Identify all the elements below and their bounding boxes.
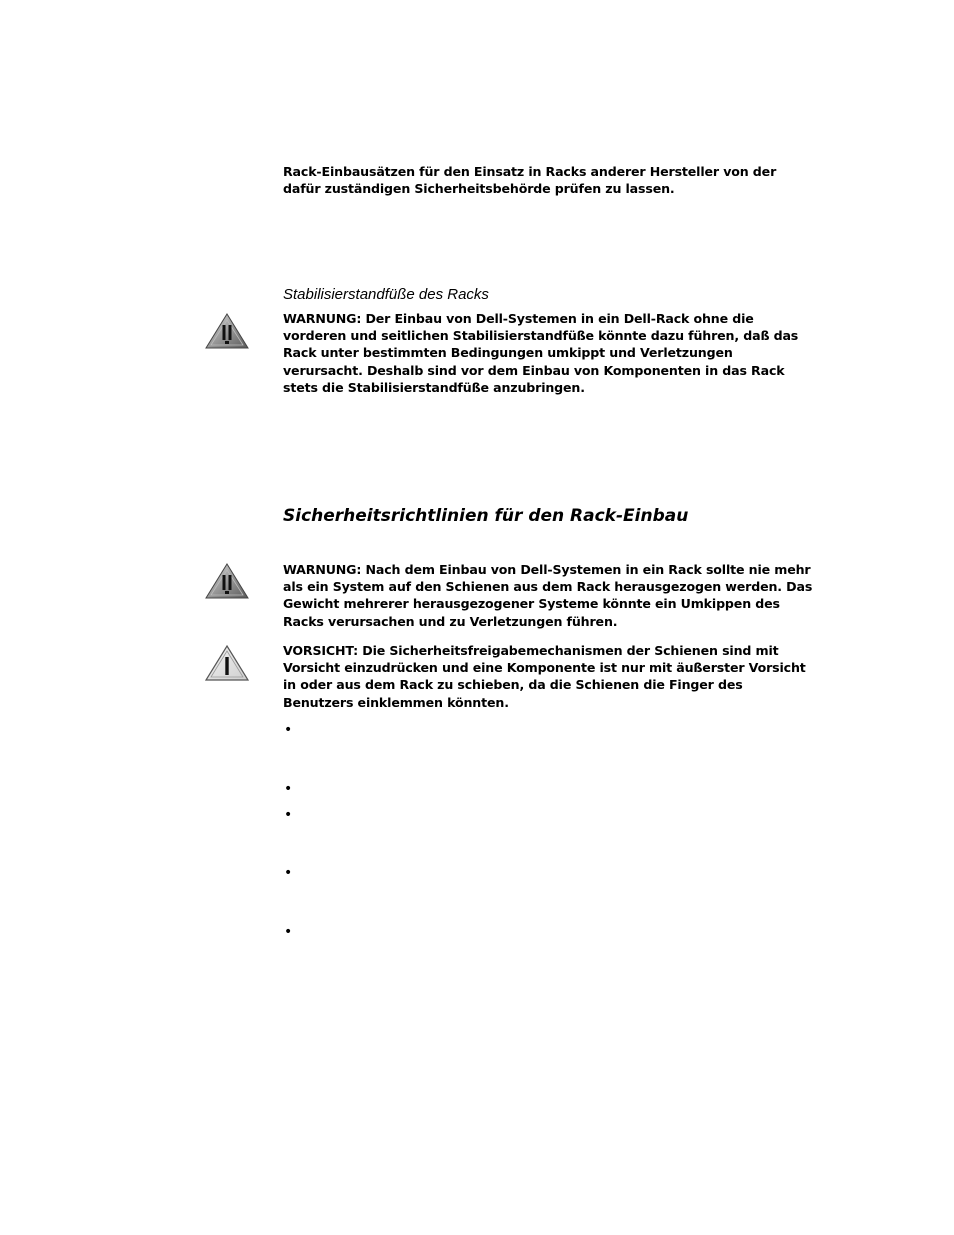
bullet-marker: • [284, 924, 293, 940]
bullet-marker: • [284, 865, 293, 881]
warning-triangle-icon [204, 312, 250, 350]
stabilizer-subheading: Stabilisierstandfüße des Racks [283, 286, 489, 303]
bullet-marker: • [284, 781, 293, 797]
warning-triangle-icon [204, 562, 250, 600]
bullet-marker: • [284, 807, 293, 823]
caution-text: VORSICHT: Die Sicherheitsfreigabemechanismen der Schienen sind mit Vorsicht einzudrücken und eine Komponente ist nur mit äußerster Vorsicht in oder aus dem Rack zu schieben, da die Schienen die Finger des Benutzers einklemmen könnten. [283, 643, 806, 710]
bullet-marker: • [284, 722, 293, 738]
rack-warning-text: WARNUNG: Nach dem Einbau von Dell-Systemen in ein Rack sollte nie mehr als ein System auf den Schienen aus dem Rack herausgezogen werden. Das Gewicht mehrerer herausgezogener Systeme könnte ein Umkippen des Racks verursachen und zu Verletzungen führen. [283, 562, 813, 629]
stabilizer-warning-text: WARNUNG: Der Einbau von Dell-Systemen in ein Dell-Rack ohne die vorderen und seitlichen Stabilisierstandfüße könnte dazu führen, daß das Rack unter bestimmten Bedingungen umkippt und Verletzungen verursacht. Deshalb sind vor dem Einbau von Komponenten in das Rack stets die Stabilisierstandfüße anzubringen. [283, 311, 799, 395]
caution-triangle-icon [204, 644, 250, 682]
intro-paragraph: Rack-Einbausätzen für den Einsatz in Racks anderer Hersteller von der dafür zuständigen Sicherheitsbehörde prüfen zu lassen. [283, 164, 777, 197]
safety-section-heading: Sicherheitsrichtlinien für den Rack-Einbau [283, 506, 689, 526]
